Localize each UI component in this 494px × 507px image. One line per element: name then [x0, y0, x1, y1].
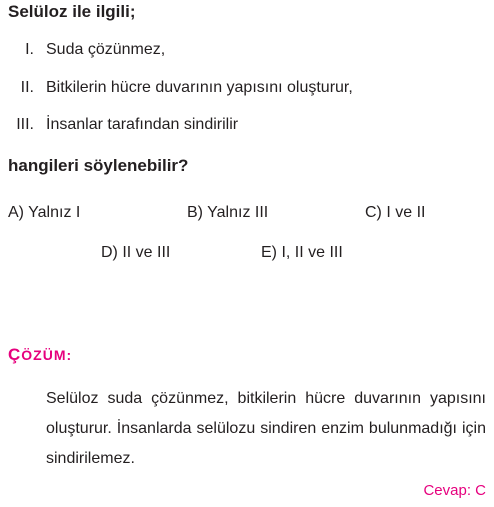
statement-text-2: Bitkilerin hücre duvarının yapısını oluşturur, [46, 79, 353, 96]
solution-body: Selüloz suda çözünmez, bitkilerin hücre duvarının yapısını oluşturur. İnsanlarda selülozu sindiren enzim bulunmadığı için sindirilemez. [46, 390, 486, 467]
question-intro: Selüloz ile ilgili; [8, 2, 136, 21]
option-d[interactable]: D) II ve III [101, 244, 171, 261]
option-a[interactable]: A) Yalnız I [8, 204, 81, 221]
statement-number-3: III. [16, 116, 34, 133]
statement-text-3: İnsanlar tarafından sindirilir [46, 116, 239, 133]
option-c[interactable]: C) I ve II [365, 204, 426, 221]
solution-title-rest: ÖZÜM: [21, 347, 73, 363]
statement-number-1: I. [25, 41, 34, 58]
solution-title-initial: Ç [8, 345, 22, 364]
option-e[interactable]: E) I, II ve III [261, 244, 343, 261]
option-b[interactable]: B) Yalnız III [187, 204, 269, 221]
statement-number-2: II. [20, 79, 34, 96]
answer-label: Cevap: C [423, 482, 486, 499]
statement-text-1: Suda çözünmez, [46, 41, 166, 58]
solution-title [8, 345, 72, 365]
question-ask: hangileri söylenebilir? [8, 156, 189, 175]
